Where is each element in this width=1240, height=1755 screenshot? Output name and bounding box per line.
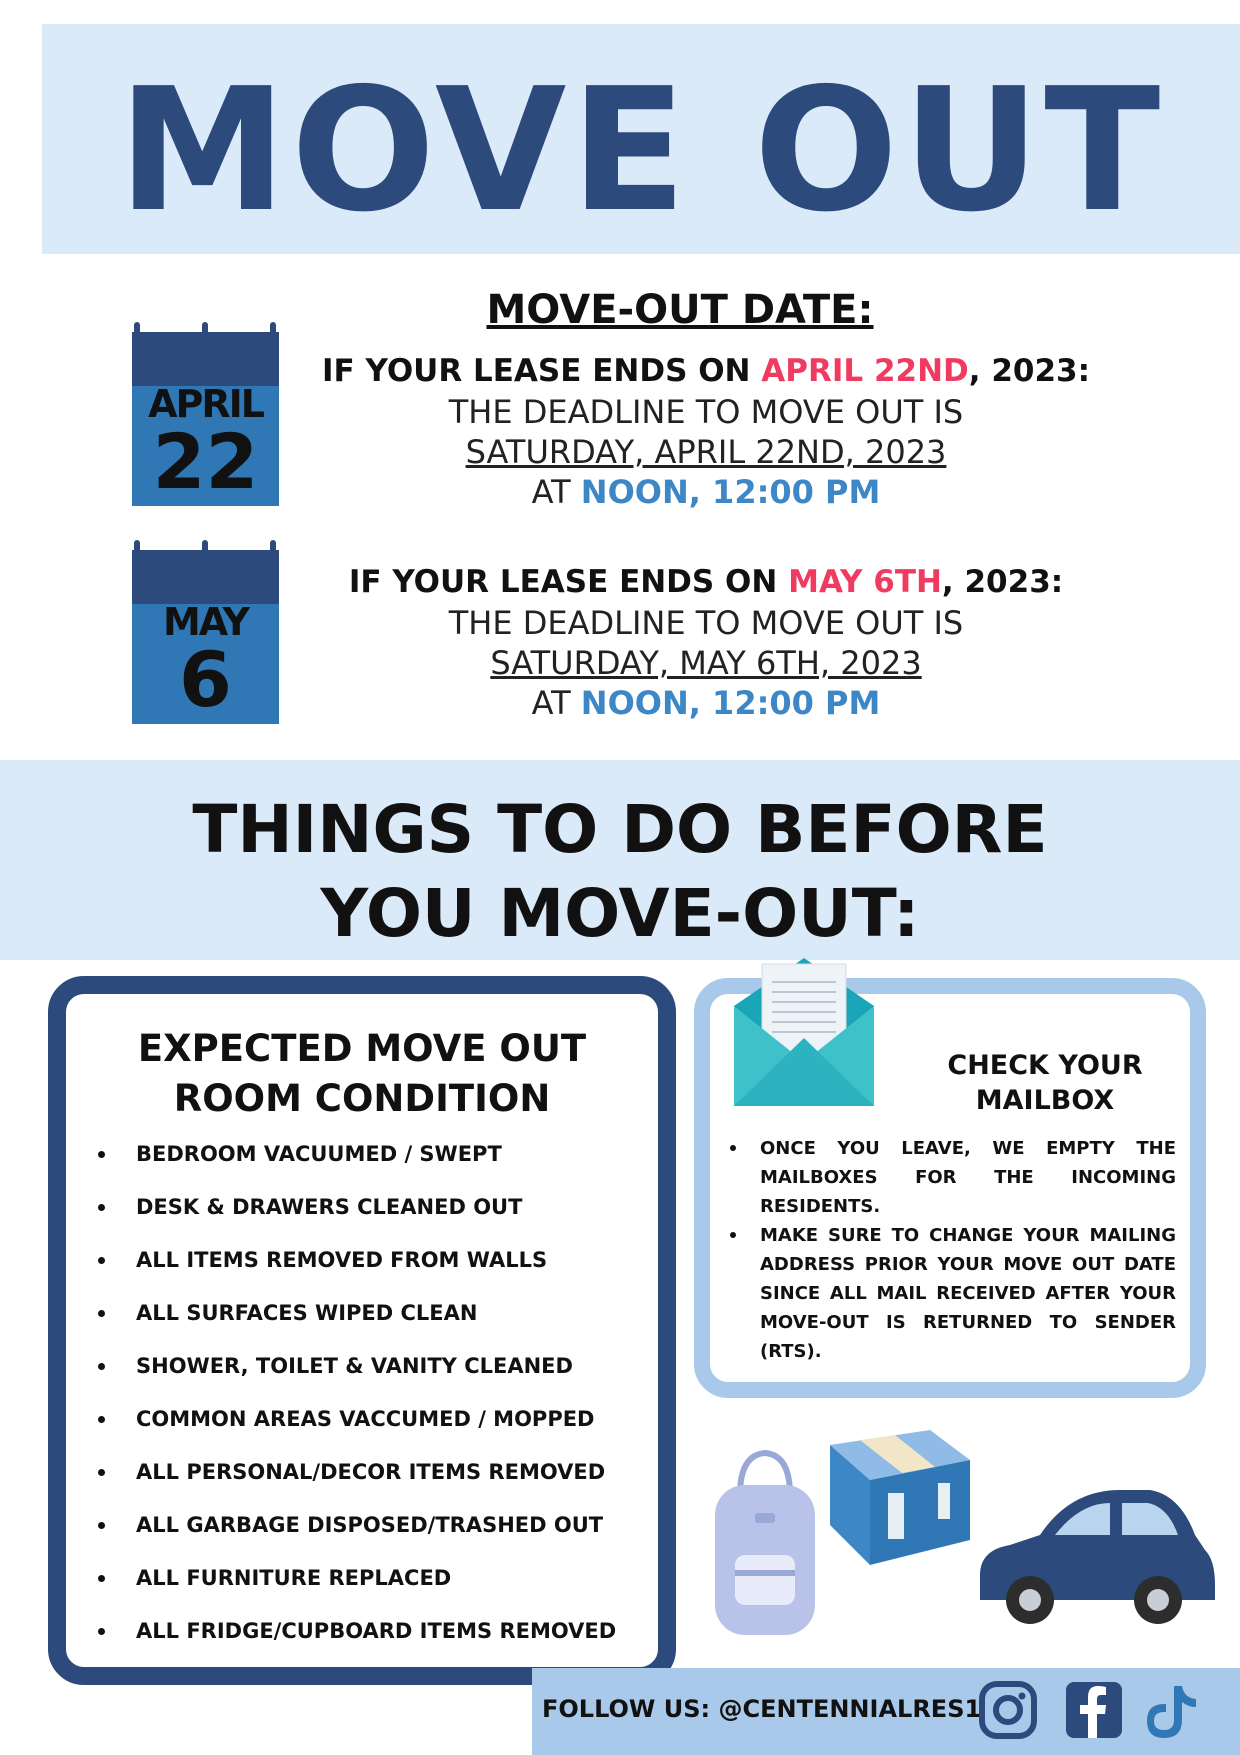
list-item bbox=[92, 1246, 652, 1299]
bullet-icon bbox=[98, 1469, 105, 1476]
deadline-time: NOON, 12:00 PM bbox=[580, 684, 881, 722]
deadline-date: SATURDAY, APRIL 22ND, 2023 bbox=[465, 433, 947, 471]
bullet-icon bbox=[730, 1145, 736, 1151]
at-text: AT bbox=[531, 473, 581, 511]
deadline-date: SATURDAY, MAY 6TH, 2023 bbox=[490, 644, 922, 682]
facebook-icon[interactable] bbox=[1064, 1680, 1124, 1740]
list-item-text: ALL GARBAGE DISPOSED/TRASHED OUT bbox=[136, 1513, 604, 1537]
room-condition-card bbox=[48, 976, 676, 1685]
things-to-do-line1: THINGS TO DO BEFORE bbox=[192, 791, 1048, 868]
list-item-text: MAKE SURE TO CHANGE YOUR MAILING ADDRESS PRIOR YOUR MOVE OUT DATE SINCE ALL MAIL RECEIVED AFTER YOUR MOVE-OUT IS RETURNED TO SENDER (RTS). bbox=[760, 1225, 1176, 1362]
list-item-text: ALL ITEMS REMOVED FROM WALLS bbox=[136, 1248, 548, 1272]
list-item bbox=[92, 1458, 652, 1511]
list-item-text: ALL PERSONAL/DECOR ITEMS REMOVED bbox=[136, 1460, 606, 1484]
list-item-text: ONCE YOU LEAVE, WE EMPTY THE MAILBOXES FOR THE INCOMING RESIDENTS. bbox=[760, 1138, 1176, 1217]
may-lease-block bbox=[306, 561, 1106, 723]
room-condition-title-line2: ROOM CONDITION bbox=[173, 1077, 551, 1120]
list-item bbox=[92, 1564, 652, 1617]
list-item bbox=[92, 1405, 652, 1458]
car-icon bbox=[980, 1490, 1215, 1624]
list-item-text: DESK & DRAWERS CLEANED OUT bbox=[136, 1195, 523, 1219]
lease-prefix: IF YOUR LEASE ENDS ON bbox=[348, 564, 789, 600]
mailbox-title-line2: MAILBOX bbox=[975, 1085, 1115, 1116]
list-item bbox=[92, 1511, 652, 1564]
moving-illustration bbox=[710, 1425, 1220, 1640]
page-title: MOVE OUT bbox=[117, 52, 1165, 250]
calendar-month: APRIL bbox=[148, 382, 263, 426]
bullet-icon bbox=[98, 1575, 105, 1582]
deadline-text: THE DEADLINE TO MOVE OUT IS bbox=[448, 393, 964, 431]
follow-us-text: FOLLOW US: @CENTENNIALRES1 bbox=[542, 1695, 982, 1723]
deadline-time: NOON, 12:00 PM bbox=[580, 473, 881, 511]
backpack-icon bbox=[715, 1453, 815, 1635]
list-item bbox=[92, 1617, 652, 1670]
tiktok-icon[interactable] bbox=[1144, 1680, 1200, 1740]
may-lease-heading bbox=[306, 561, 1106, 603]
calendar-day: 22 bbox=[152, 417, 259, 506]
calendar-icon bbox=[132, 540, 279, 724]
calendar-icon bbox=[132, 322, 279, 506]
bullet-icon bbox=[98, 1628, 105, 1635]
move-out-date-heading: MOVE-OUT DATE: bbox=[486, 287, 874, 333]
bullet-icon bbox=[98, 1416, 105, 1423]
list-item-text: ALL FRIDGE/CUPBOARD ITEMS REMOVED bbox=[136, 1619, 617, 1643]
bullet-icon bbox=[98, 1151, 105, 1158]
mailbox-title-line1: CHECK YOUR bbox=[947, 1050, 1143, 1081]
list-item-text: ALL FURNITURE REPLACED bbox=[136, 1566, 452, 1590]
box-icon bbox=[830, 1430, 970, 1565]
bullet-icon bbox=[98, 1257, 105, 1264]
bullet-icon bbox=[730, 1232, 736, 1238]
calendar-month: MAY bbox=[162, 600, 249, 644]
mailbox-title bbox=[900, 1048, 1190, 1118]
list-item bbox=[724, 1134, 1176, 1221]
deadline-text: THE DEADLINE TO MOVE OUT IS bbox=[448, 604, 964, 642]
things-to-do-title bbox=[0, 788, 1240, 956]
list-item bbox=[92, 1352, 652, 1405]
list-item-text: ALL SURFACES WIPED CLEAN bbox=[136, 1301, 478, 1325]
at-text: AT bbox=[531, 684, 581, 722]
lease-prefix: IF YOUR LEASE ENDS ON bbox=[321, 353, 762, 389]
header-banner bbox=[42, 24, 1240, 254]
april-lease-block bbox=[306, 350, 1106, 512]
april-lease-heading bbox=[306, 350, 1106, 392]
bullet-icon bbox=[98, 1310, 105, 1317]
lease-end-date: APRIL 22ND bbox=[761, 353, 969, 389]
bullet-icon bbox=[98, 1204, 105, 1211]
list-item-text: COMMON AREAS VACCUMED / MOPPED bbox=[136, 1407, 595, 1431]
envelope-icon bbox=[734, 958, 874, 1110]
list-item bbox=[724, 1221, 1176, 1366]
mailbox-list bbox=[724, 1134, 1176, 1366]
bullet-icon bbox=[98, 1522, 105, 1529]
lease-suffix: , 2023: bbox=[968, 353, 1091, 389]
lease-end-date: MAY 6TH bbox=[788, 564, 942, 600]
room-condition-title-line1: EXPECTED MOVE OUT bbox=[137, 1027, 587, 1070]
things-to-do-line2: YOU MOVE-OUT: bbox=[320, 875, 920, 952]
list-item bbox=[92, 1193, 652, 1246]
instagram-icon[interactable] bbox=[978, 1680, 1038, 1740]
list-item-text: SHOWER, TOILET & VANITY CLEANED bbox=[136, 1354, 573, 1378]
follow-us-bar bbox=[532, 1668, 1240, 1755]
list-item bbox=[92, 1299, 652, 1352]
bullet-icon bbox=[98, 1363, 105, 1370]
room-condition-list bbox=[92, 1140, 652, 1670]
list-item bbox=[92, 1140, 652, 1193]
lease-suffix: , 2023: bbox=[941, 564, 1064, 600]
room-condition-title bbox=[66, 1024, 658, 1124]
calendar-day: 6 bbox=[179, 635, 232, 724]
list-item-text: BEDROOM VACUUMED / SWEPT bbox=[136, 1142, 502, 1166]
things-to-do-banner bbox=[0, 760, 1240, 960]
